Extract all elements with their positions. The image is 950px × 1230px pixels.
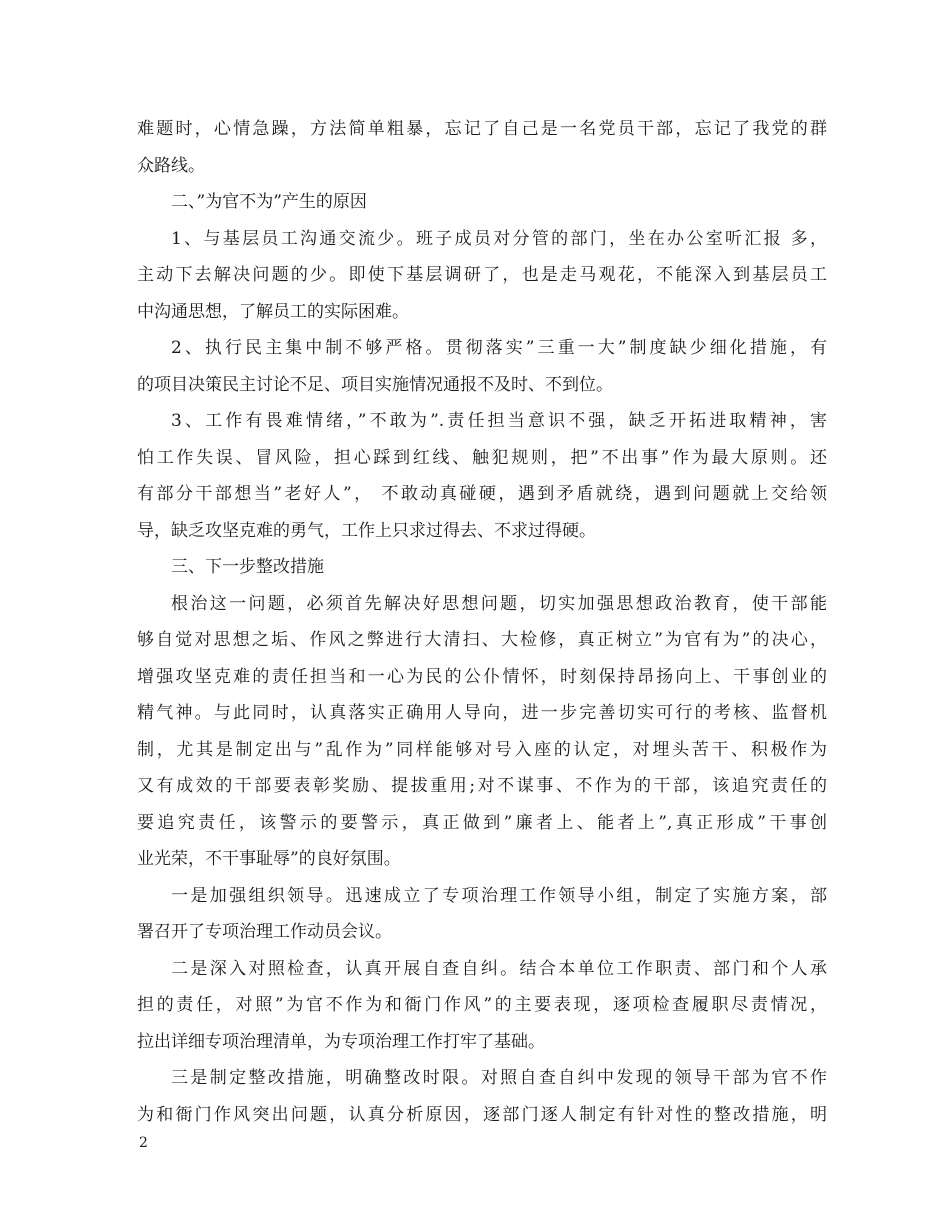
- text-line: 增强攻坚克难的责任担当和一心为民的公仆情怀，时刻保持昂扬向上、干事创业的: [137, 666, 827, 687]
- text-line: 一是加强组织领导。迅速成立了专项治理工作领导小组，制定了实施方案，部: [171, 885, 827, 906]
- text-line: 3、工作有畏难情绪，”不敢为”.责任担当意识不强，缺乏开拓进取精神，害: [171, 411, 827, 431]
- text-line: 够自觉对思想之垢、作风之弊进行大清扫、大检修，真正树立”为官有为”的决心，: [137, 630, 827, 650]
- text-line: 有部分干部想当”老好人”， 不敢动真碰硬，遇到矛盾就绕，遇到问题就上交给领: [137, 484, 827, 504]
- section-heading: 二、”为官不为”产生的原因: [171, 192, 367, 212]
- text-line: 怕工作失误、冒风险，担心踩到红线、触犯规则，把”不出事”作为最大原则。还: [137, 447, 827, 468]
- text-line: 要追究责任，该警示的要警示，真正做到”廉者上、能者上”,真正形成”干事创: [137, 812, 827, 833]
- text-line: 二是深入对照检查，认真开展自查自纠。结合本单位工作职责、部门和个人承: [171, 958, 827, 979]
- text-line: 中沟通思想，了解员工的实际困难。: [137, 301, 409, 322]
- text-line: 精气神。与此同时，认真落实正确用人导向，进一步完善切实可行的考核、监督机: [137, 703, 827, 723]
- document-body: [137, 111, 827, 1133]
- section-heading: 三、下一步整改措施: [171, 557, 324, 577]
- text-line: 业光荣，不干事耻辱”的良好氛围。: [137, 849, 401, 869]
- text-line: 难题时，心情急躁，方法简单粗暴，忘记了自己是一名党员干部，忘记了我党的群: [137, 119, 827, 139]
- text-line: 众路线。: [137, 155, 205, 176]
- text-line: 又有成效的干部要表彰奖励、提拔重用;对不谋事、不作为的干部，该追究责任的: [137, 776, 827, 796]
- text-line: 1、与基层员工沟通交流少。班子成员对分管的部门，坐在办公室听汇报 多，: [171, 228, 827, 249]
- text-line: 导，缺乏攻坚克难的勇气，工作上只求过得去、不求过得硬。: [137, 520, 596, 541]
- text-line: 为和衙门作风突出问题，认真分析原因，逐部门逐人制定有针对性的整改措施，明: [137, 1104, 827, 1125]
- text-line: 的项目决策民主讨论不足、项目实施情况通报不及时、不到位。: [137, 374, 613, 395]
- text-line: 担的责任，对照”为官不作为和衙门作风”的主要表现，逐项检查履职尽责情况，: [137, 995, 827, 1015]
- text-line: 制，尤其是制定出与”乱作为”同样能够对号入座的认定，对埋头苦干、积极作为: [137, 739, 827, 760]
- text-line: 署召开了专项治理工作动员会议。: [137, 922, 392, 942]
- text-line: 拉出详细专项治理清单，为专项治理工作打牢了基础。: [137, 1031, 545, 1052]
- text-line: 2、执行民主集中制不够严格。贯彻落实”三重一大”制度缺少细化措施，有: [171, 338, 827, 358]
- text-line: 三是制定整改措施，明确整改时限。对照自查自纠中发现的领导干部为官不作: [171, 1068, 827, 1088]
- text-line: 主动下去解决问题的少。即使下基层调研了，也是走马观花，不能深入到基层员工: [137, 265, 827, 285]
- page-number: 2: [139, 1135, 148, 1151]
- text-line: 根治这一问题，必须首先解决好思想问题，切实加强思想政治教育，使干部能: [171, 593, 827, 614]
